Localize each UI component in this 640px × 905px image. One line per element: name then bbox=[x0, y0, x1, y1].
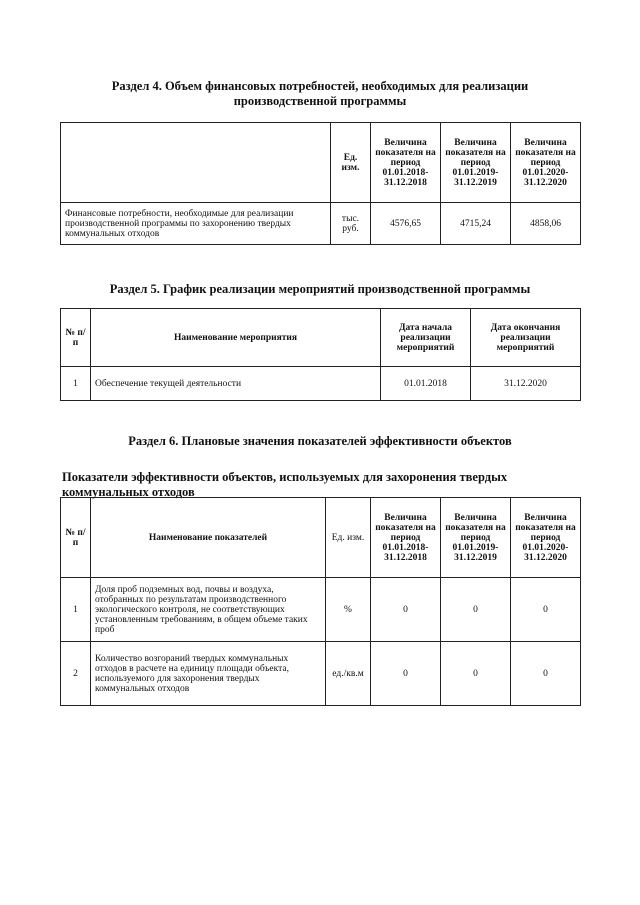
section6-row2-unit: ед./кв.м bbox=[326, 642, 371, 706]
table-row bbox=[61, 203, 581, 245]
section6-row2-2019: 0 bbox=[441, 642, 511, 706]
section4-row-2019: 4715,24 bbox=[441, 203, 511, 245]
table-row bbox=[61, 367, 581, 401]
section4-header-2020: Величина показателя на период 01.01.2020-31.12.2020 bbox=[511, 123, 581, 203]
section5-title: Раздел 5. График реализации мероприятий производственной программы bbox=[109, 282, 531, 296]
section4-row-name: Финансовые потребности, необходимые для реализации производственной программы по захоронению твердых коммунальных отходов bbox=[61, 203, 331, 245]
section6-header-unit: Ед. изм. bbox=[326, 498, 371, 578]
section6-header-2019: Величина показателя на период 01.01.2019-31.12.2019 bbox=[441, 498, 511, 578]
section6-row1-2018: 0 bbox=[371, 578, 441, 642]
section6-row2-name: Количество возгораний твердых коммунальных отходов в расчете на единицу площади объекта, используемого для захоронения твердых коммунальных отходов bbox=[91, 642, 326, 706]
table-row bbox=[61, 578, 581, 642]
section5-row-num: 1 bbox=[61, 367, 91, 401]
section5-row-end: 31.12.2020 bbox=[471, 367, 581, 401]
section6-row1-2019: 0 bbox=[441, 578, 511, 642]
section6-subtitle: Показатели эффективности объектов, используемых для захоронения твердых коммунальных отходов bbox=[62, 470, 508, 499]
section4-header-2019: Величина показателя на период 01.01.2019-31.12.2019 bbox=[441, 123, 511, 203]
section5-header-end: Дата окончания реализации мероприятий bbox=[471, 309, 581, 367]
section6-row2-num: 2 bbox=[61, 642, 91, 706]
section6-row2-2020: 0 bbox=[511, 642, 581, 706]
section6-header-2020: Величина показателя на период 01.01.2020-31.12.2020 bbox=[511, 498, 581, 578]
section5-row-start: 01.01.2018 bbox=[381, 367, 471, 401]
section6-row1-name: Доля проб подземных вод, почвы и воздуха, отобранных по результатам производственного экологического контроля, не соответствующих установленным требованиям, в общем объеме таких проб bbox=[91, 578, 326, 642]
section5-header-num: № п/п bbox=[61, 309, 91, 367]
section6-header-2018: Величина показателя на период 01.01.2018-31.12.2018 bbox=[371, 498, 441, 578]
section6-row1-num: 1 bbox=[61, 578, 91, 642]
section6-table bbox=[60, 497, 581, 706]
section6-row1-2020: 0 bbox=[511, 578, 581, 642]
section4-title: Раздел 4. Объем финансовых потребностей, необходимых для реализации производственной программы bbox=[111, 79, 529, 108]
section5-header-start: Дата начала реализации мероприятий bbox=[381, 309, 471, 367]
section6-row1-unit: % bbox=[326, 578, 371, 642]
section6-title: Раздел 6. Плановые значения показателей эффективности объектов bbox=[128, 434, 512, 448]
section4-row-unit: тыс. руб. bbox=[331, 203, 371, 245]
section4-header-2018: Величина показателя на период 01.01.2018-31.12.2018 bbox=[371, 123, 441, 203]
section4-header-unit: Ед. изм. bbox=[331, 123, 371, 203]
section5-table bbox=[60, 308, 581, 401]
section6-header-name: Наименование показателей bbox=[91, 498, 326, 578]
section4-row-2018: 4576,65 bbox=[371, 203, 441, 245]
section4-row-2020: 4858,06 bbox=[511, 203, 581, 245]
section4-table bbox=[60, 122, 581, 245]
section5-row-name: Обеспечение текущей деятельности bbox=[91, 367, 381, 401]
section5-header-name: Наименование мероприятия bbox=[91, 309, 381, 367]
table-row bbox=[61, 642, 581, 706]
section4-header-empty bbox=[61, 123, 331, 203]
section6-header-num: № п/п bbox=[61, 498, 91, 578]
section6-row2-2018: 0 bbox=[371, 642, 441, 706]
